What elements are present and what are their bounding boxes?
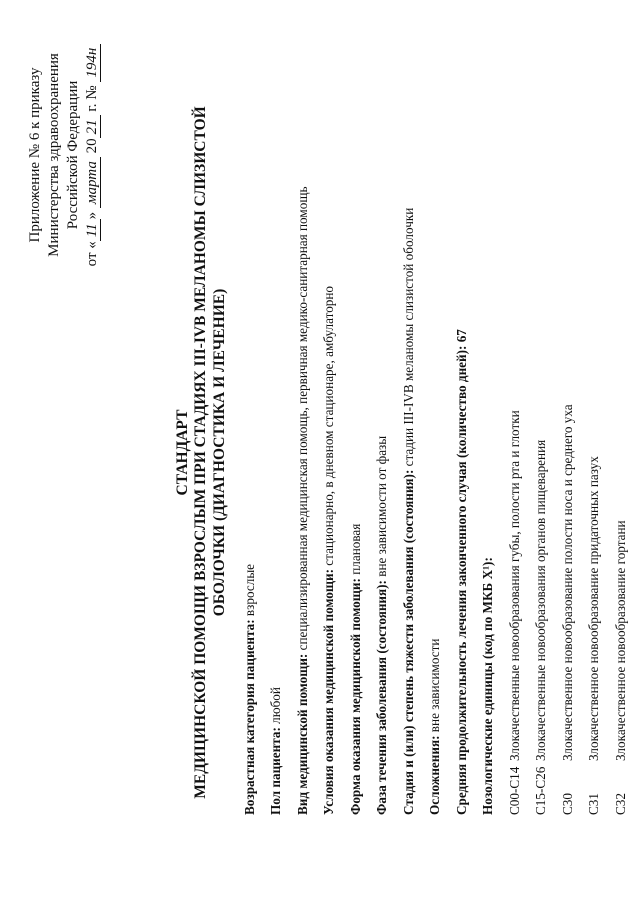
nosology-name: Злокачественные новообразования губы, полости рта и глотки [507,410,522,761]
field-disease-phase: Фаза течения заболевания (состояния): вне зависимости от фазы [374,435,389,815]
appendix-day-handwritten: 11 [84,219,101,241]
appendix-number-handwritten: 194н [84,44,101,82]
appendix-num-prefix: г. № [84,81,100,116]
appendix-date-mid: » [84,208,100,220]
appendix-line-1: Приложение № 6 к приказу [27,67,43,243]
nosology-row [587,456,600,815]
nosology-code: C15-C26 [533,766,548,815]
nosology-name: Злокачественные новообразования органов пищеварения [533,439,548,761]
nosology-code: C30 [560,793,575,815]
nosology-name: Злокачественное новообразование полости носа и среднего уха [560,404,575,761]
nosology-name: Злокачественное новообразование придаточных пазух [586,456,601,761]
appendix-line-2: Министерства здравоохранения [46,53,62,257]
nosology-row [614,520,627,815]
appendix-month-handwritten: марта [84,157,101,208]
field-nosology-header: Нозологические единицы (код по МКБ X¹): [480,557,495,815]
field-disease-stage: Стадия и (или) степень тяжести заболевания (состояния): стадии III-IVB меланомы слизистой оболочки [401,207,416,815]
title-standard: СТАНДАРТ [174,409,191,496]
field-complications: Осложнения: вне зависимости [427,638,442,815]
field-care-form: Форма оказания медицинской помощи: плановая [348,523,363,815]
field-gender: Пол пациента: любой [268,687,283,815]
appendix-date-prefix: от « [84,241,100,267]
field-age-category: Возрастная категория пациента: взрослые [242,563,257,815]
nosology-row [561,404,574,815]
appendix-year-prefix: 20 [84,138,100,158]
nosology-row [534,440,547,815]
nosology-code: C31 [586,793,601,815]
nosology-row [508,410,521,815]
title-line-3: ОБОЛОЧКИ (ДИАГНОСТИКА И ЛЕЧЕНИЕ) [211,288,228,617]
nosology-code: C32 [613,793,628,815]
appendix-line-4 [85,25,100,285]
title-line-2: МЕДИЦИНСКОЙ ПОМОЩИ ВЗРОСЛЫМ ПРИ СТАДИЯХ III-IVB МЕЛАНОМЫ СЛИЗИСТОЙ [192,106,209,799]
field-care-type: Вид медицинской помощи: специализированная медицинская помощь, первичная медико-санитарная помощь [295,186,310,815]
appendix-line-3: Российской Федерации [65,80,81,230]
appendix-year-handwritten: 21 [84,115,101,138]
nosology-name: Злокачественное новообразование гортани [613,520,628,761]
field-avg-duration: Средняя продолжительность лечения законченного случая (количество дней): 67 [454,329,469,815]
nosology-code: C00-C14 [507,766,522,815]
field-care-conditions: Условия оказания медицинской помощи: стационарно, в дневном стационаре, амбулаторно [321,285,336,815]
